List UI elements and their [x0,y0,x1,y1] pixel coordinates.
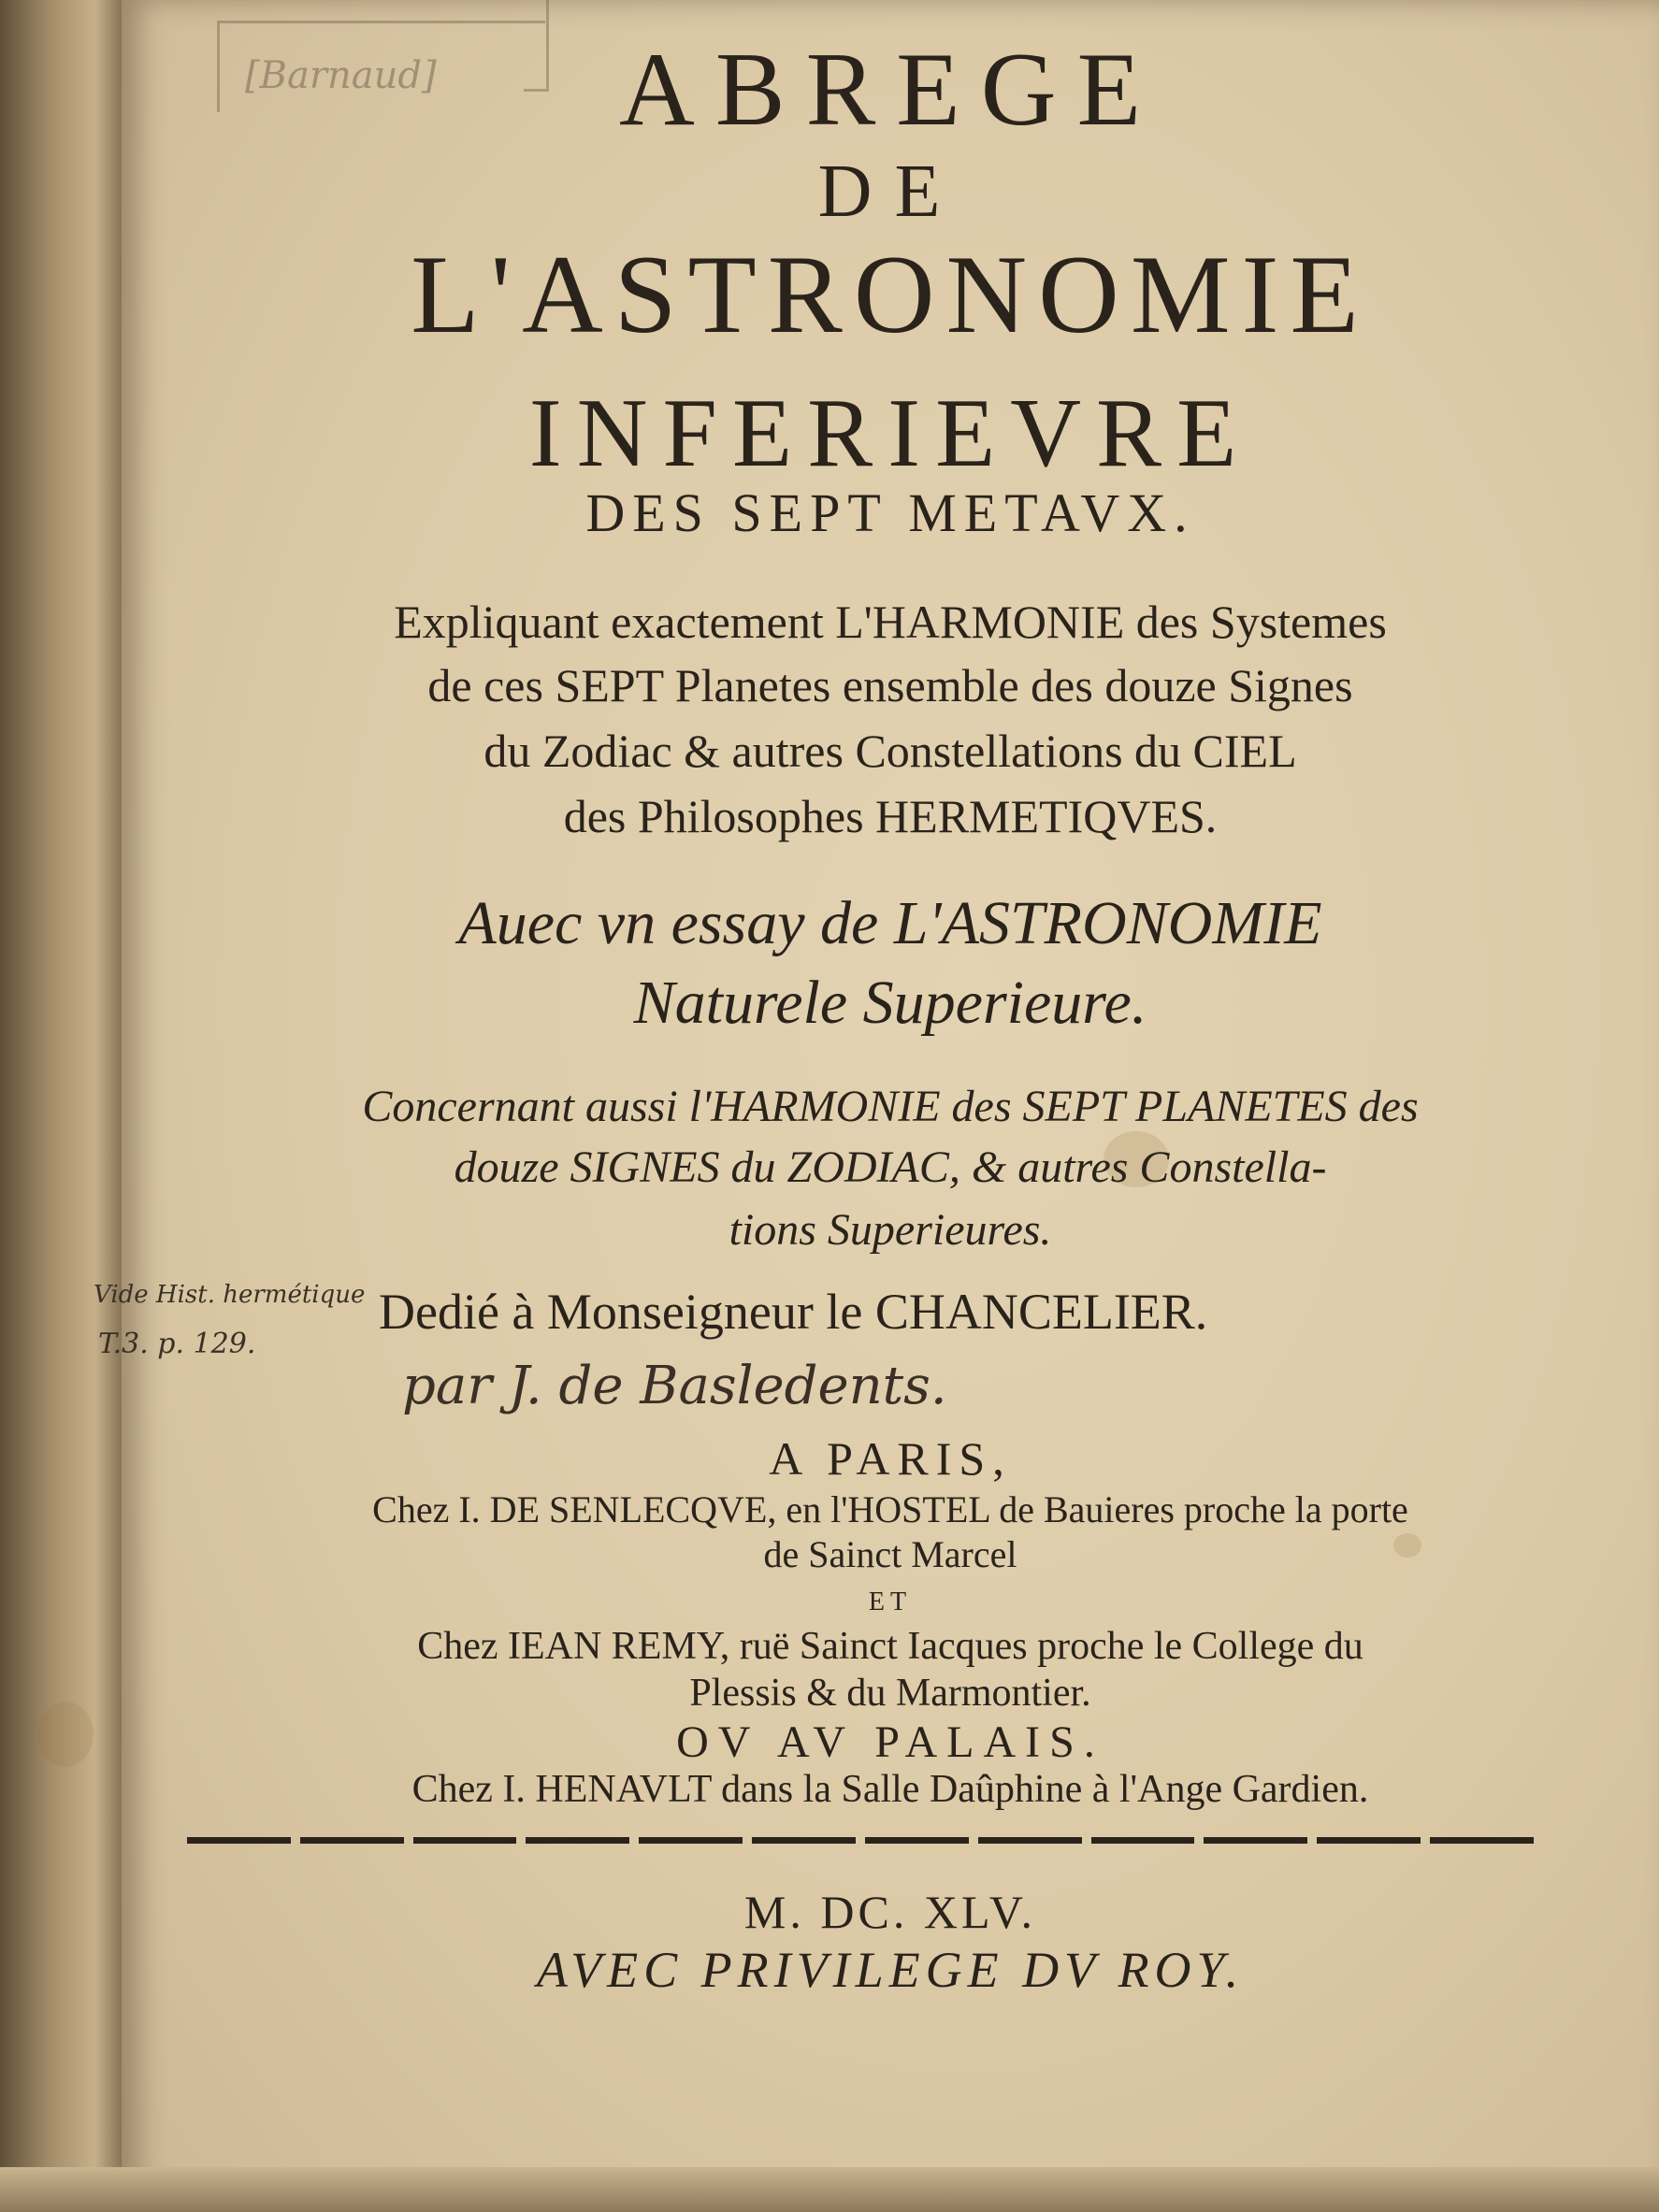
margin-note-line-1: Vide Hist. hermétique [94,1281,366,1309]
publisher-line-1: Chez I. DE SENLECQVE, en l'HOSTEL de Bauieres proche la porte [372,1488,1408,1530]
publication-date: M. DC. XLV. [743,1886,1037,1938]
description-line-1: Expliquant exactement L'HARMONIE des Systemes [394,596,1387,648]
essay-line-1: Auec vn essay de L'ASTRONOMIE [458,889,1322,957]
paper-stain [37,1702,94,1767]
author-handwritten: par J. de Basledents. [402,1356,947,1416]
title-line-4: INFERIEVRE [528,378,1252,487]
title-line-5: DES SEPT METAVX. [585,482,1195,543]
publisher-line-4: Plessis & du Marmontier. [689,1672,1091,1715]
concerning-line-2: douze SIGNES du ZODIAC, & autres Constella- [454,1142,1327,1192]
concerning-line-1: Concernant aussi l'HARMONIE des SEPT PLANETES des [362,1082,1419,1131]
left-page-edge [0,0,126,2212]
concerning-line-3: tions Superieures. [729,1205,1052,1255]
publisher-line-3: Chez IEAN REMY, ruë Sainct Iacques proche le College du [417,1625,1363,1668]
pencil-note: [Barnaud] [245,54,437,97]
description-line-4: des Philosophes HERMETIQVES. [563,790,1218,842]
page-bottom-edge [0,2167,1659,2212]
place-of-publication: A PARIS, [769,1432,1012,1485]
decorative-rule [187,1837,1534,1845]
dedication: Dedié à Monseigneur le CHANCELIER. [379,1284,1208,1340]
title-line-3: L'ASTRONOMIE [411,232,1370,356]
publisher-line-2: de Sainct Marcel [763,1533,1017,1575]
description-line-2: de ces SEPT Planetes ensemble des douze Signes [427,659,1353,711]
publisher-line-5: Chez I. HENAVLT dans la Salle Daûphine à l'Ange Gardien. [411,1768,1369,1811]
essay-line-2: Naturele Superieure. [633,969,1147,1037]
publisher-et: ET [868,1587,913,1616]
publisher-ou-au-palais: OV AV PALAIS. [676,1717,1104,1767]
title-line-1: ABREGE [619,32,1161,148]
royal-privilege: AVEC PRIVILEGE DV ROY. [536,1942,1245,1998]
margin-note-line-2: T.3. p. 129. [98,1328,256,1360]
description-line-3: du Zodiac & autres Constellations du CIEL [483,725,1297,777]
title-line-2: DE [817,151,963,233]
